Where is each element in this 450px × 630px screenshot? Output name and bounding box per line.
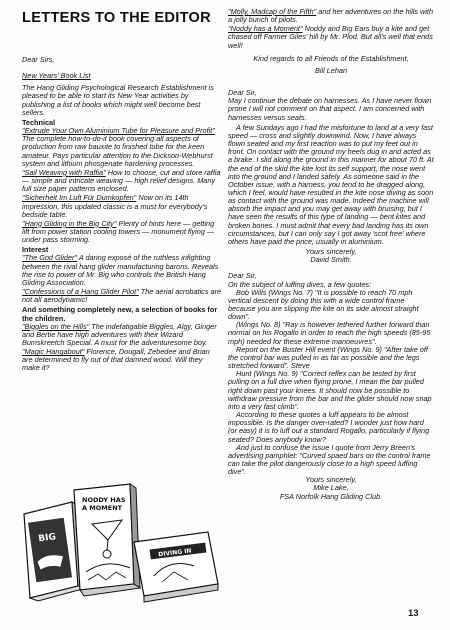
children-heading: And something completely new, a selection of books for the children. xyxy=(22,305,218,323)
book-title: "Magic Hangabout" xyxy=(22,347,85,357)
letter3-signature-name: Mike Lake, xyxy=(313,483,349,493)
book-entry xyxy=(228,8,434,24)
book-title: "The God Glider" xyxy=(22,253,78,263)
letter3-paragraph: Bob Wills (Wings No. 7) "It is possible to reach 70 mph vertical descent by doing this with a wide control frame because you are slipping the kite on its side almost straight down". xyxy=(228,287,419,322)
book-entry xyxy=(22,169,222,193)
book-title: "Molly, Madcap of the Fifth" xyxy=(228,7,317,16)
letter3-salutation: Dear Sir, xyxy=(228,271,257,281)
right-column xyxy=(228,8,434,501)
letter1-intro: The Hang Gliding Psychological Research Establishment is pleased to be able to start its New Year activities by publishing a list of books which might well become best sellers. xyxy=(22,83,214,117)
letter2-signature: David Smith. xyxy=(310,255,352,265)
page-number: 13 xyxy=(408,608,419,619)
letter1-salutation: Dear Sirs, xyxy=(22,55,55,64)
book-desc: The complete how-to-do-it book covering all aspects of production from raw bauxite to finished tube for the keen amateur. Pays particular attention to the Dickson-Webhurst system and lithium phosgenate hardening processes. xyxy=(22,134,213,168)
book-desc: and her adventures on the hills with a jolly bunch of pilots. xyxy=(228,7,434,25)
book-entry xyxy=(22,254,222,287)
children-list xyxy=(22,323,222,373)
letter3-paragraph: Hunt (Wings No. 9) "Correct reflex can be tested by first pulling on a full dive when flying prone, I mean the bar pulled right down past your knees. It should now be possible to withdraw pressure from the bar and the glider should now snap into a very fast climb". xyxy=(228,369,432,411)
noddy-book-cover xyxy=(74,484,140,596)
page-title: LETTERS TO THE EDITOR xyxy=(22,10,212,26)
book-desc: Now on its 14th impression, this updated classic is a must for everybody's bedside table. xyxy=(22,193,208,219)
letter3-intro: On the subject of luffing dives, a few quotes: xyxy=(228,279,372,289)
interest-heading: Interest xyxy=(22,245,49,255)
books-illustration xyxy=(22,480,222,610)
book-title: "Confessions of a Hang Glider Pilot" xyxy=(22,287,139,297)
svg-text:NODDY HAS: NODDY HAS xyxy=(82,496,126,504)
letter3-paragraph: And just to confuse the issue I quote from Jerry Breen's advertising pamphlet: "Curved spaed bars on the control frame can take the pilot dangerously close to a high speed luffing dive". xyxy=(228,442,431,477)
technical-heading: Technical xyxy=(22,117,56,127)
book-title: "Extrude Your Own Aluminium Tube for Pleasure and Profit" xyxy=(22,126,215,136)
book-entry xyxy=(22,348,222,372)
svg-text:DIVING IN: DIVING IN xyxy=(157,547,192,559)
letter1-signature: Bill Lehan xyxy=(314,65,348,75)
letter2-valediction: Yours sincerely, xyxy=(305,247,357,257)
letter2-paragraph: May I continue the debate on harnesses. As I have never flown prone I will not comment on that aspect. I am concerned with harnesses versus seats. xyxy=(228,96,432,122)
book-desc: Florence, Dougall, Zebedee and Brian are determined to fly out of that damned wood. Will they make it? xyxy=(22,347,210,373)
left-column xyxy=(22,56,222,374)
interest-list xyxy=(22,254,222,304)
book-desc: The indefatigable Biggles, Algy, Ginger and Bertie have high adventures with their Wizard Bumskreetch Special. A must for the adventuresome boy. xyxy=(22,321,217,347)
letter2-salutation: Dear Sir, xyxy=(228,88,257,98)
letter3-paragraph: (Wings No. 8) "Ray is however tethered further forward than normal on his Rogallo in order to reach the high speeds (85-95 mph) needed for these extreme manoeuvres". xyxy=(228,320,431,346)
letter3-valediction: Yours sincerely, xyxy=(305,475,357,485)
book-desc: The aerial acrobatics are not all aerodynamic! xyxy=(22,287,222,305)
book-desc: A daring exposé of the ruthless infighting between the rival hang glider manufacturing barons. Reveals the rise to power of Mr. Big who controls the British Hang Gliding Association. xyxy=(22,253,219,287)
letter2-paragraph: A few Sundays ago I had the misfortune to land at a very fast speed — cross and slightly downwind. Now, I have always flown seated and my first reaction was to put my feet out in front. On contact with the ground my heels dug in and acted as a brake. I slid along the ground in this manner for about 70 ft. At the end of the skid the kite lost its self support, the nose went into the ground and I landed safely. As someone said in the October issue, with a harness, you tend to be dragged along, which I feel, would have resulted in the kite nose diving as soon as contact with the ground was made. Indeed the machine will absorb the impact and you may get away with bruising, but I have seen the results of this type of landing — bent kites and broken bones. I must admit that every bad landing has its own circumstances, but I can only say I got away 'scot free' where others have paid the price, usually in aluminium. xyxy=(228,122,434,246)
book-title: "Sail Weaving with Raffia" xyxy=(22,167,106,177)
book-entry xyxy=(228,25,434,49)
letter3-paragraph: According to these quotes a luff appears to be almost impossible. Is the danger over-rated? I wonder just how hard (or easy) it is to luff out a standard Rogallo, particularly if flying seated? Does anybody know? xyxy=(228,410,430,444)
book-entry xyxy=(22,220,222,244)
book-entry xyxy=(22,127,222,168)
book-entry xyxy=(22,323,222,347)
technical-list xyxy=(22,127,222,244)
letter1-closing: Kind regards to all Friends of the Establishment, xyxy=(253,53,409,63)
book-desc: Noddy and Big Ears buy a kite and get chased off Farmer Giles' hill by Mr. Plod. But all's well that ends well! xyxy=(228,24,433,50)
book-title: "Noddy has a Moment" xyxy=(228,24,303,34)
letter3-signature-club: FSA Norfolk Hang Gliding Club. xyxy=(279,491,383,501)
third-book-cover xyxy=(134,532,218,602)
svg-text:BIG: BIG xyxy=(37,532,57,545)
book-desc: Plenty of hints here — getting lift from power station cooling towers — monument flying — under pass storming. xyxy=(22,218,215,245)
book-entry xyxy=(22,194,222,218)
letter3-paragraph: Report on the Buster Hill event (Wings No. 9) "After take off the control bar was pulled in as far as possible and the legs stretched forward". Steve xyxy=(228,344,428,371)
book-title: "Sicherheit Im Luft Für Dumkopfen" xyxy=(22,193,137,203)
letter1-subject: New Years' Book List xyxy=(22,71,91,81)
book-entry xyxy=(22,288,222,304)
book-title: "Biggles on the Hills" xyxy=(22,321,90,331)
book-desc: How to choose, cut and store raffia — simple and intricate weaving — high relief designs. Many full size paper patterns enclosed. xyxy=(22,167,221,194)
svg-text:A MOMENT: A MOMENT xyxy=(82,504,123,512)
book-title: "Hang Gliding in the Big City" xyxy=(22,218,117,228)
